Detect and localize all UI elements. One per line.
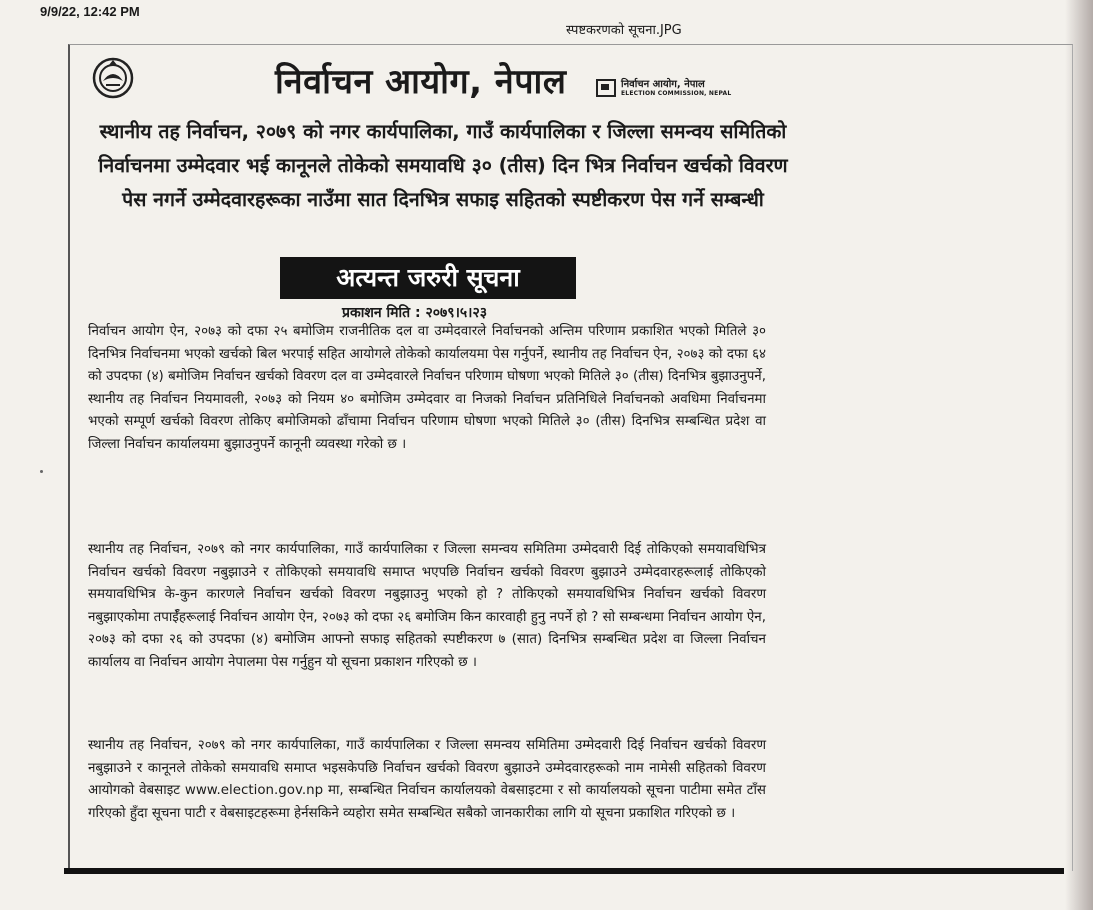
- notice-subject: स्थानीय तह निर्वाचन, २०७९ को नगर कार्यपालिका, गाउँ कार्यपालिका र जिल्ला समन्वय समितिको निर्वाचनमा उम्मेदवार भई कानूनले तोकेको समयावधि ३० (तीस) दिन भित्र निर्वाचन खर्चको विवरण पेस नगर्ने उम्मेदवारहरूका नाउँमा सात दिनभित्र सफाइ सहितको स्पष्टीकरण पेस गर्ने सम्बन्धी: [98, 120, 788, 211]
- notice-header: [70, 53, 1072, 111]
- paragraph-legal-provisions: निर्वाचन आयोग ऐन, २०७३ को दफा २५ बमोजिम राजनीतिक दल वा उम्मेदवारले निर्वाचनको अन्तिम परिणाम प्रकाशित भएको मितिले ३० दिनभित्र निर्वाचनमा भएको खर्चको बिल भरपाई सहित आयोगले तोकेको कार्यालयमा पेस गर्नुपर्ने, स्थानीय तह निर्वाचन ऐन, २०७३ को दफा ६४ को उपदफा (४) बमोजिम निर्वाचन खर्चको विवरण दल वा उम्मेदवारले निर्वाचन परिणाम घोषणा भएको मितिले ३० (तीस) दिनभित्र बुझाउनुपर्ने, स्थानीय तह निर्वाचन नियमावली, २०७३ को नियम ४० बमोजिम उम्मेदवार वा निजको निर्वाचन प्रतिनिधिले निर्वाचनको अवधिमा निर्वाचनमा भएको सम्पूर्ण खर्चको विवरण तोकिए बमोजिमको ढाँचामा निर्वाचन परिणाम घोषणा भएको मितिले ३० (तीस) दिनभित्र सम्बन्धित प्रदेश वा जिल्ला निर्वाचन कार्यालयमा बुझाउनुपर्ने कानूनी व्यवस्था गरेको छ ।: [88, 324, 766, 452]
- bottom-rule: [64, 868, 1064, 874]
- notice: [68, 44, 1073, 871]
- logo-text-english: ELECTION COMMISSION, NEPAL: [621, 90, 732, 97]
- speck: [40, 470, 43, 473]
- urgent-notice-banner: अत्यन्त जरुरी सूचना: [280, 257, 576, 299]
- election-commission-logo: [596, 79, 731, 98]
- print-timestamp: 9/9/22, 12:42 PM: [40, 4, 140, 19]
- file-name: स्पष्टकरणको सूचना.JPG: [566, 23, 682, 38]
- publication-date: प्रकाशन मिति : २०७९।५।२३: [342, 305, 488, 321]
- nepal-emblem-icon: [92, 57, 134, 99]
- election-commission-logo-icon: [596, 79, 616, 97]
- notice-title: निर्वाचन आयोग, नेपाल: [275, 62, 567, 102]
- paragraph-publication-notice: स्थानीय तह निर्वाचन, २०७९ को नगर कार्यपालिका, गाउँ कार्यपालिका र जिल्ला समन्वय समितिमा उम्मेदवारी दिई निर्वाचन खर्चको विवरण नबुझाउने र कानूनले तोकेको समयावधि समाप्त भइसकेपछि निर्वाचन खर्चको विवरण बुझाउने उम्मेदवारहरूको नाम नामेसी सहितको विवरण आयोगको वेबसाइट www.election.gov.np मा, सम्बन्धित निर्वाचन कार्यालयको वेबसाइटमा र सो कार्यालयको सूचना पाटीमा समेत टाँस गरिएको हुँदा सूचना पाटी र वेबसाइटहरूमा हेर्नसकिने व्यहोरा समेत सम्बन्धित सबैको जानकारीका लागि यो सूचना प्रकाशित गरिएको छ ।: [88, 738, 766, 821]
- paragraph-clarification-request: स्थानीय तह निर्वाचन, २०७९ को नगर कार्यपालिका, गाउँ कार्यपालिका र जिल्ला समन्वय समितिमा उम्मेदवारी दिई तोकिएको समयावधिभित्र निर्वाचन खर्चको विवरण नबुझाउने र तोकिएको समयावधि समाप्त भएपछि निर्वाचन खर्चको विवरण बुझाउने उम्मेदवारहरूलाई तोकिएको समयावधिभित्र के-कुन कारणले निर्वाचन खर्चको विवरण नबुझाउनु भएको हो ? तोकिएको समयावधिभित्र निर्वाचन खर्चको विवरण नबुझाएकोमा तपाईँहरूलाई निर्वाचन आयोग ऐन, २०७३ को दफा २६ बमोजिम किन कारवाही हुनु नपर्ने हो ? सो सम्बन्धमा निर्वाचन आयोग ऐन, २०७३ को दफा २६ को उपदफा (४) बमोजिम आफ्नो सफाइ सहितको स्पष्टीकरण ७ (सात) दिनभित्र सम्बन्धित प्रदेश वा जिल्ला निर्वाचन कार्यालय वा निर्वाचन आयोग नेपालमा पेस गर्नुहुन यो सूचना प्रकाशन गरिएको छ ।: [88, 542, 766, 670]
- logo-text-nepali: निर्वाचन आयोग, नेपाल: [621, 79, 705, 90]
- election-commission-logo-text: [621, 79, 731, 98]
